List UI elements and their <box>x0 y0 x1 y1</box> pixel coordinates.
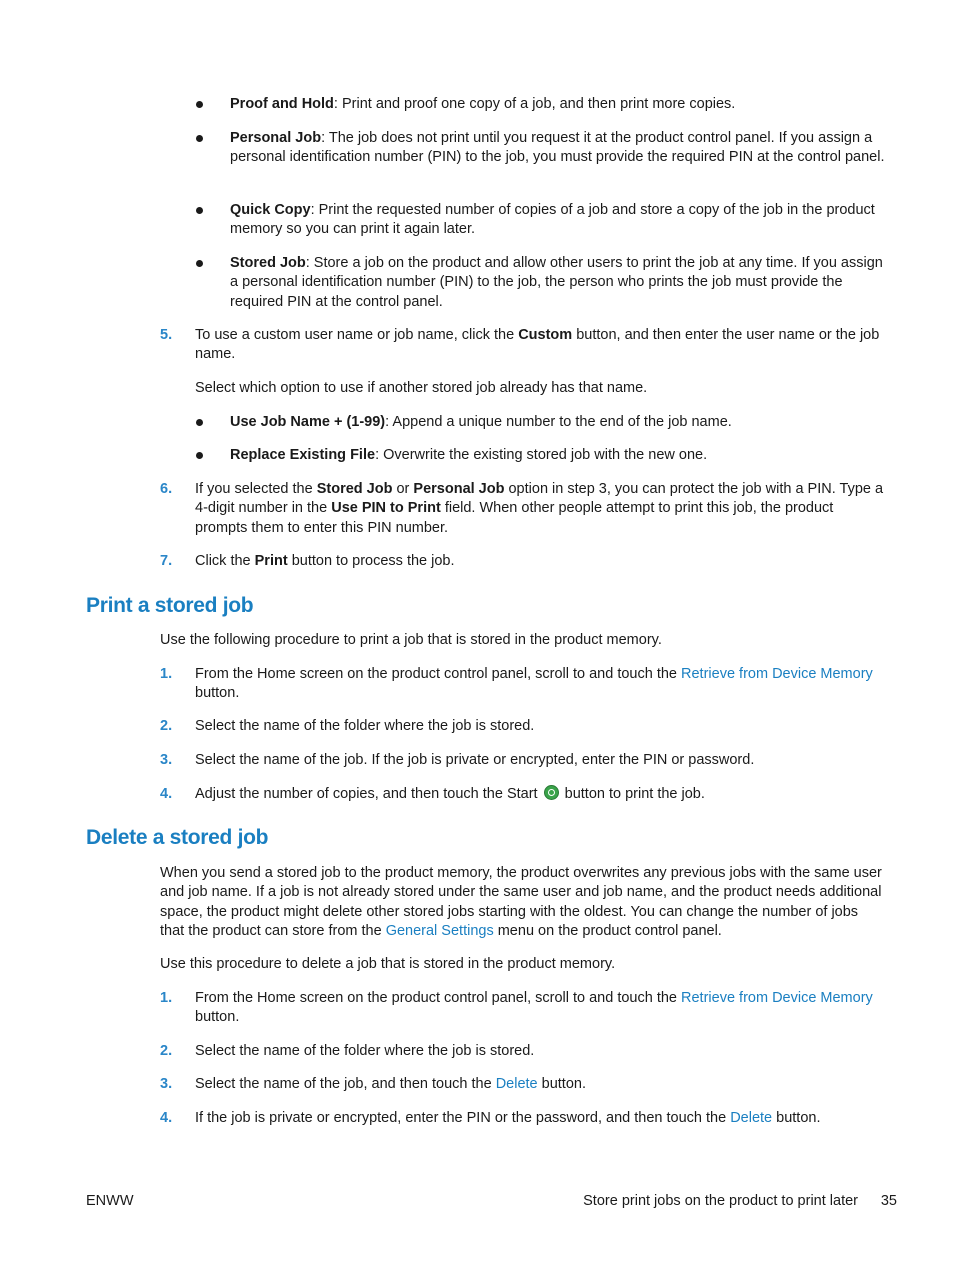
delete-step-2: 2. Select the name of the folder where the job is stored. <box>195 1042 885 1061</box>
bullet-item: Proof and Hold: Print and proof one copy of a job, and then print more copies. <box>230 95 890 114</box>
delete-link[interactable]: Delete <box>730 1110 773 1126</box>
step-number: 2. <box>160 1043 173 1059</box>
retrieve-from-device-memory-link[interactable]: Retrieve from Device Memory <box>681 666 873 682</box>
page-number: 35 <box>880 1193 897 1209</box>
footer-left: ENWW <box>86 1193 134 1209</box>
step-number: 4. <box>160 786 173 802</box>
print-step-4: 4. Adjust the number of copies, and then touch the Start button to print the job. <box>195 785 885 804</box>
delete-link[interactable]: Delete <box>495 1076 538 1092</box>
print-step-1: 1. From the Home screen on the product control panel, scroll to and touch the Retrieve from Device Memory button. <box>160 666 873 702</box>
delete-step-4: 4. If the job is private or encrypted, enter the PIN or the password, and then touch the Delete button. <box>195 1109 885 1128</box>
step-5-subtext: Select which option to use if another stored job already has that name. <box>195 380 648 396</box>
retrieve-from-device-memory-link[interactable]: Retrieve from Device Memory <box>681 990 873 1006</box>
step-number: 3. <box>160 752 173 768</box>
bullet-item: Quick Copy: Print the requested number of copies of a job and store a copy of the job in the product memory so you can print it again later. <box>230 201 890 240</box>
bullet-item: Personal Job: The job does not print until you request it at the product control panel. If you assign a personal identification number (PIN) to the job, you must provide the required PIN at the control panel. <box>230 129 890 168</box>
section-heading-delete: Delete a stored job <box>86 826 269 849</box>
step-number: 2. <box>160 718 173 734</box>
delete-step-1: 1. From the Home screen on the product control panel, scroll to and touch the Retrieve from Device Memory button. <box>160 990 873 1026</box>
delete-intro: When you send a stored job to the product memory, the product overwrites any previous jobs with the same user and job name. If a job is not already stored under the same user and job name, and the product needs additional space, the product might delete other stored jobs starting with the oldest. You can change the number of jobs that the product can store from the General Settings menu on the product control panel. <box>160 865 882 940</box>
step-number: 6. <box>160 481 173 497</box>
print-step-2: 2. Select the name of the folder where the job is stored. <box>195 717 885 736</box>
step-7: 7. Click the Print button to process the job. <box>195 552 885 571</box>
bullet-item: Replace Existing File: Overwrite the existing stored job with the new one. <box>230 446 890 465</box>
step-number: 1. <box>160 666 173 682</box>
step-5: 5. To use a custom user name or job name, click the Custom button, and then enter the user name or the job name. <box>160 327 880 363</box>
delete-step-3: 3. Select the name of the job, and then touch the Delete button. <box>195 1075 885 1094</box>
step-number: 1. <box>160 990 173 1006</box>
step-6: 6. If you selected the Stored Job or Personal Job option in step 3, you can protect the job with a PIN. Type a 4-digit number in the Use PIN to Print field. When other people attempt to print this job, the product prompts them to enter this PIN number. <box>160 481 884 536</box>
step-number: 4. <box>160 1110 173 1126</box>
general-settings-link[interactable]: General Settings <box>385 923 494 940</box>
start-icon <box>544 785 559 800</box>
bullet-item: Stored Job: Store a job on the product and allow other users to print the job at any time. If you assign a personal identification number (PIN) to the job, the person who prints the job must provide the required PIN at the control panel. <box>230 254 890 312</box>
print-intro: Use the following procedure to print a job that is stored in the product memory. <box>160 632 662 648</box>
step-number: 7. <box>160 553 173 569</box>
step-number: 5. <box>160 327 173 343</box>
print-step-3: 3. Select the name of the job. If the job is private or encrypted, enter the PIN or password. <box>195 751 885 770</box>
footer-title: Store print jobs on the product to print later <box>583 1193 858 1209</box>
step-number: 3. <box>160 1076 173 1092</box>
section-heading-print: Print a stored job <box>86 594 254 617</box>
bullet-item: Use Job Name + (1-99): Append a unique number to the end of the job name. <box>230 413 890 432</box>
delete-intro-2: Use this procedure to delete a job that is stored in the product memory. <box>160 956 616 972</box>
